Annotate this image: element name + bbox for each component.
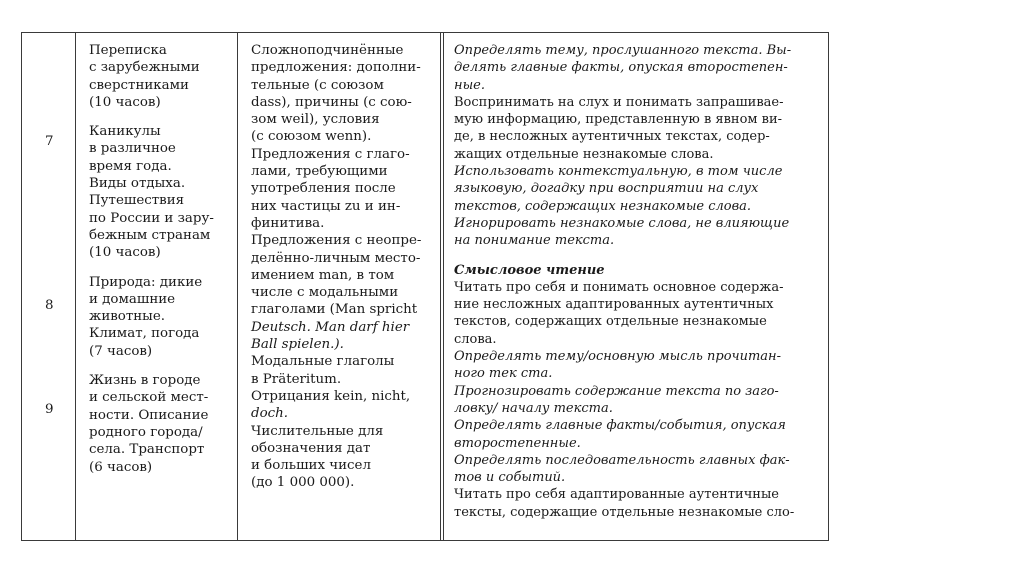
activity-line: Определять тему, прослушанного текста. Вы- [454,43,792,58]
activity-line: жащих отдельные незнакомые слова. [454,146,714,162]
topic-line: (6 часов) [89,459,153,475]
activity-line: тексты, содержащие отдельные незнакомые сло- [454,504,795,520]
topic-line: родного города/ [89,424,203,440]
activity-line: текстов, содержащих незнакомые слова. [454,198,752,214]
topic-line: Природа: дикие [89,274,203,290]
topic-line: (7 часов) [89,343,153,359]
grammar-line: делённо-личным место- [251,250,421,266]
topic-line: Путешествия [89,193,185,209]
row-number: 7 [45,134,54,149]
grammar-line: в Präteritum. [251,371,342,387]
topic-line: с зарубежными [89,60,200,76]
grammar-line: dass), причины (с сою- [251,94,412,110]
topic-line: Жизнь в городе [89,373,201,389]
grammar-line: финитива. [251,215,325,231]
grammar-column [251,42,421,492]
topic-line: Виды отдыха. [89,176,186,192]
topic-line: бежным странам [89,227,211,243]
activity-line: слова. [454,331,497,347]
activity-line: Использовать контекстуальную, в том числе [454,164,783,180]
activity-line: Определять последовательность главных фак- [454,452,790,468]
activity-line: де, в несложных аутентичных текстах, содер- [454,129,770,145]
activity-line: второстепенные. [454,435,581,451]
activity-line: Определять главные факты/события, опуская [454,418,786,434]
grammar-line: (до 1 000 000). [251,475,355,491]
activity-line: ные. [454,77,485,93]
grammar-line: лами, требующими [251,164,388,180]
grammar-line: (с союзом wenn). [251,129,372,145]
topic-line: (10 часов) [89,245,161,261]
grammar-line: них частицы zu и ин- [251,198,401,214]
column-divider [237,33,238,540]
activity-line: тов и событий. [454,470,566,486]
topic-line: сверстниками [89,77,189,93]
activity-line: Читать про себя адаптированные аутентичные [454,487,779,503]
grammar-line: имением man, в том [251,267,395,283]
activity-line: Игнорировать незнакомые слова, не влияющие [454,215,790,231]
grammar-line: числе с модальными [251,285,399,301]
grammar-line: и больших чисел [251,458,371,474]
grammar-line: Предложения с глаго- [251,146,410,162]
activity-line: Прогнозировать содержание текста по заго- [454,383,779,399]
topic-line: Климат, погода [89,326,200,342]
grammar-line: зом weil), условия [251,112,380,128]
column-divider [75,33,76,540]
activity-line: Читать про себя и понимать основное содержа- [454,279,784,295]
topic-line: в различное [89,141,176,157]
topic-line: и домашние [89,291,176,307]
activity-line: ловку/ началу текста. [454,400,613,416]
grammar-line: Модальные глаголы [251,354,395,370]
activity-line: ние несложных адаптированных аутентичных [454,297,774,313]
topic-line: села. Транспорт [89,442,205,458]
grammar-line: Сложноподчинённые [251,43,404,58]
activity-line: Воспринимать на слух и понимать запрашивае- [454,94,784,110]
activity-line: на понимание текста. [454,233,615,249]
grammar-line: Отрицания kein, nicht, [251,388,411,404]
grammar-line: Ball spielen.). [251,337,344,353]
topic-line: (10 часов) [89,94,161,110]
grammar-line: Предложения с неопре- [251,233,422,249]
activity-line: ного тек ста. [454,366,553,382]
column-divider [440,33,441,540]
activities-column [454,42,794,521]
activity-line: Определять тему/основную мысль прочитан- [454,349,782,365]
activity-line: текстов, содержащих отдельные незнакомые [454,314,767,330]
grammar-line: Deutsch. Man darf hier [251,319,410,335]
grammar-line: употребления после [251,181,396,197]
topic-line: время года. [89,158,172,174]
grammar-line: предложения: дополни- [251,60,421,76]
activity-line: языковую, догадку при восприятии на слух [454,181,759,197]
grammar-line: обозначения дат [251,440,371,456]
grammar-line: doch. [251,406,289,422]
topic-line: животные. [89,309,166,325]
topic-column [89,42,214,476]
row-number: 8 [45,298,54,313]
curriculum-table [21,32,829,541]
column-divider [443,33,444,540]
grammar-line: Числительные для [251,423,384,439]
section-heading: Смысловое чтение [454,262,605,278]
topic-line: Переписка [89,43,167,58]
grammar-line: тельные (с союзом [251,77,384,93]
topic-line: по России и зару- [89,210,214,226]
row-number: 9 [45,402,54,417]
activity-line: мую информацию, представленную в явном ви- [454,112,783,128]
topic-line: и сельской мест- [89,390,209,406]
topic-line: Каникулы [89,124,161,140]
activity-line: делять главные факты, опуская второстепен- [454,60,788,76]
grammar-line: глаголами (Man spricht [251,302,418,318]
topic-line: ности. Описание [89,407,209,423]
